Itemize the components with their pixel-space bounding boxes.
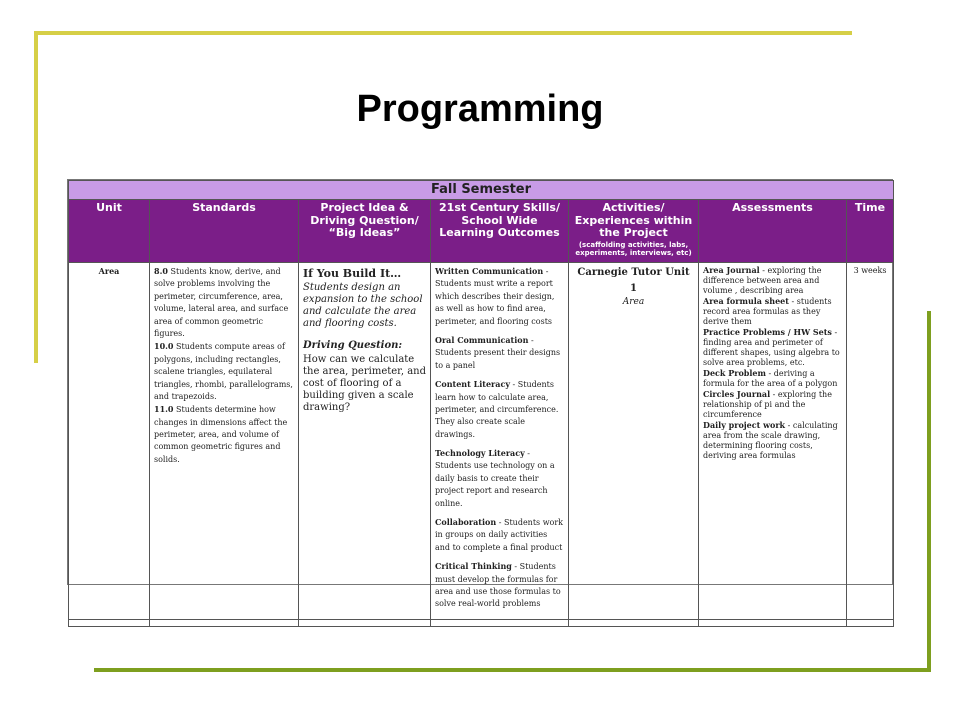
- assessment-item: Area formula sheet - students record area formulas as they derive them: [703, 296, 832, 326]
- assessment-item: Area Journal - exploring the difference between area and volume , describing area: [703, 265, 822, 295]
- cell-unit: Area: [69, 263, 150, 620]
- col-header-assessments: Assessments: [699, 200, 847, 263]
- driving-question-label: Driving Question:: [303, 340, 403, 352]
- curriculum-table: [68, 180, 894, 627]
- cell-skills: [431, 263, 569, 620]
- frame-green-bottom-line: [94, 668, 931, 672]
- col-header-unit: Unit: [69, 200, 150, 263]
- cell-standards: [150, 263, 299, 620]
- skill-item: Written Communication - Students must write a report which describes their design, as well as how to find area, perimeter, and flooring costs: [435, 266, 555, 326]
- skill-item: Oral Communication - Students present their designs to a panel: [435, 334, 561, 370]
- cell-project: [299, 263, 431, 620]
- skill-item: Content Literacy - Students learn how to calculate area, perimeter, and circumference. They also create scale drawings.: [435, 379, 559, 439]
- cell-assessments: [699, 263, 847, 620]
- col-header-project: Project Idea & Driving Question/ “Big Ideas”: [299, 200, 431, 263]
- activity-subtitle: Area: [622, 297, 645, 307]
- project-title: If You Build It…: [303, 267, 402, 280]
- driving-question: How can we calculate the area, perimeter, and cost of flooring of a building given a scale drawing?: [303, 353, 427, 413]
- col-header-activities: [569, 200, 699, 263]
- skill-item: Collaboration - Students work in groups on daily activities and to complete a final product: [435, 517, 564, 552]
- table-row-continued: [69, 619, 894, 626]
- standard-item: 8.0 Students know, derive, and solve problems involving the perimeter, circumference, area, volume, lateral area, and surface area of common geometric figures.: [154, 266, 289, 338]
- curriculum-table-image: [67, 179, 893, 609]
- col-header-skills: 21st Century Skills/ School Wide Learning Outcomes: [431, 200, 569, 263]
- activity-title: Carnegie Tutor Unit 1: [577, 267, 690, 294]
- col-header-activities-title: Activities/ Experiences within the Project: [574, 201, 693, 240]
- skill-item: Critical Thinking - Students must develop the formulas for area and use those formulas to solve real-world problems: [435, 561, 561, 609]
- semester-header: Fall Semester: [69, 181, 894, 200]
- cell-time: 3 weeks: [847, 263, 894, 620]
- col-header-activities-subtitle: (scaffolding activities, labs, experiments, interviews, etc): [575, 240, 692, 258]
- col-header-time: Time: [847, 200, 894, 263]
- assessment-item: Circles Journal - exploring the relationship of pi and the circumference: [703, 389, 832, 419]
- frame-yellow-top-line: [34, 31, 852, 35]
- slide-title: Programming: [356, 88, 604, 130]
- standard-item: 11.0 Students determine how changes in dimensions affect the perimeter, area, and volume of common geometric figures and solids.: [154, 404, 288, 464]
- frame-green-right-line: [927, 311, 931, 672]
- col-header-standards: Standards: [150, 200, 299, 263]
- project-description: Students design an expansion to the school and calculate the area and flooring costs.: [303, 282, 423, 330]
- assessment-item: Daily project work - calculating area from the scale drawing, determining flooring costs, deriving area formulas: [703, 420, 838, 460]
- frame-yellow-left-line: [34, 31, 38, 363]
- skill-item: Technology Literacy - Students use technology on a daily basis to create their project report and research online.: [435, 448, 555, 508]
- standard-item: 10.0 Students compute areas of polygons, including rectangles, scalene triangles, equilateral triangles, rhombi, parallelograms, and trapezoids.: [154, 341, 293, 401]
- cell-activities: [569, 263, 699, 620]
- assessment-item: Practice Problems / HW Sets - finding area and perimeter of different shapes, using algebra to solve area problems, etc.: [703, 327, 840, 367]
- assessment-item: Deck Problem - deriving a formula for the area of a polygon: [703, 368, 838, 388]
